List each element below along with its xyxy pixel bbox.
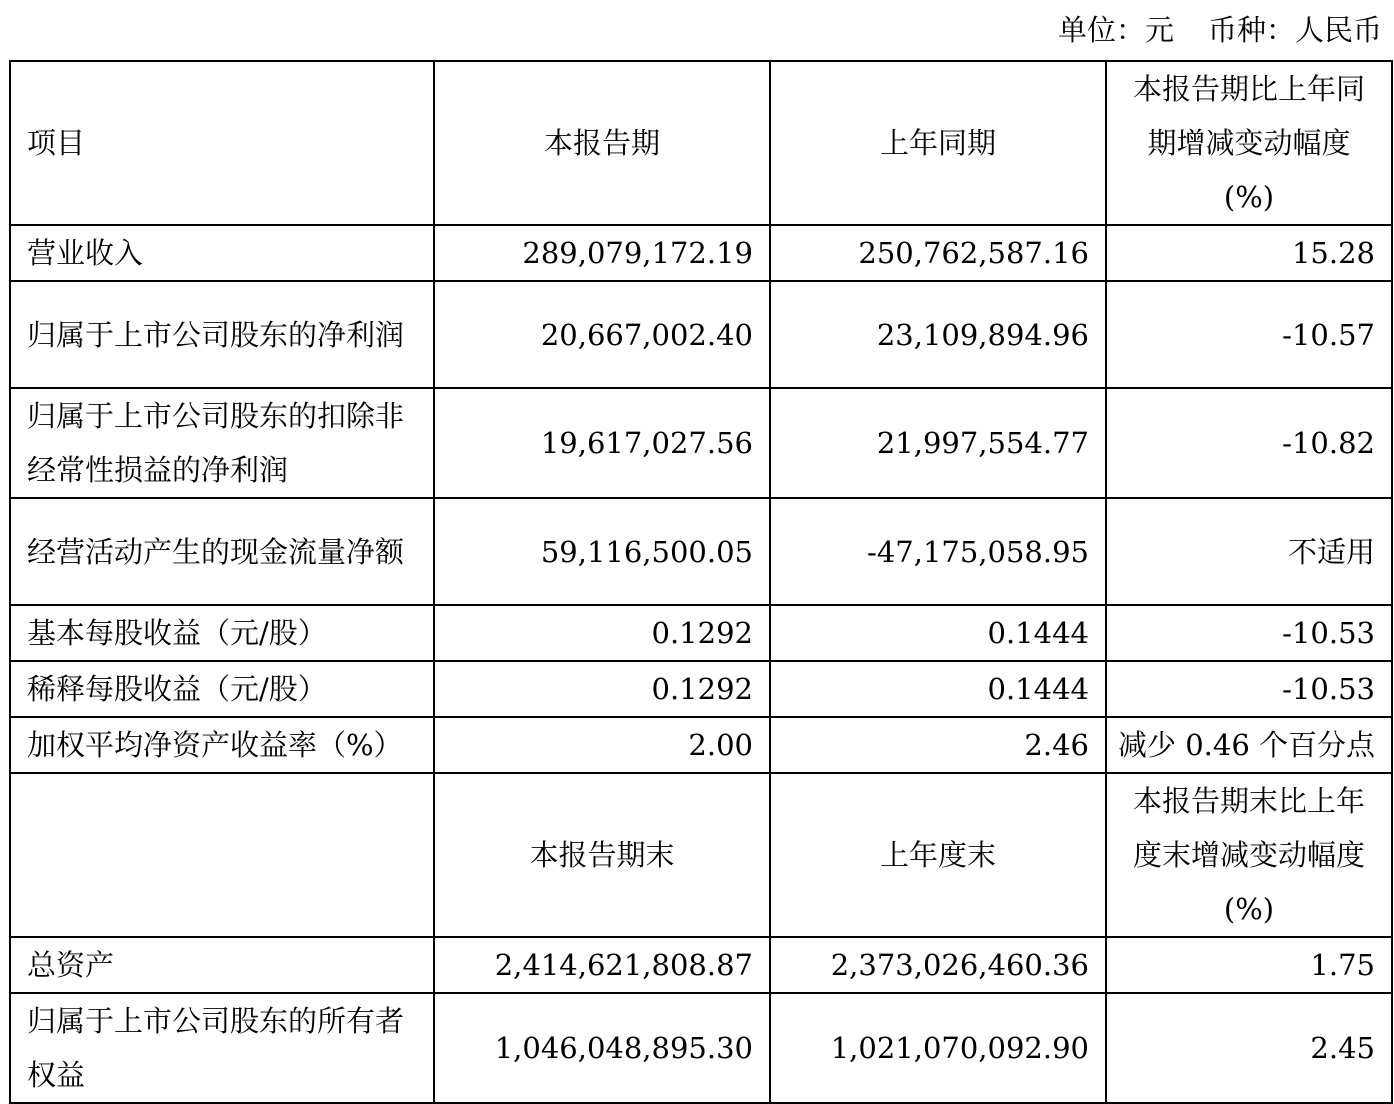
row-previous: -47,175,058.95 <box>770 498 1106 605</box>
header-change-percent: 本报告期比上年同 期增减变动幅度 (%) <box>1106 61 1392 225</box>
row-previous: 2.46 <box>770 717 1106 773</box>
subheader-change-percent: 本报告期末比上年 度末增减变动幅度 (%) <box>1106 773 1392 937</box>
row-item: 基本每股收益（元/股） <box>10 605 434 661</box>
row-change: -10.53 <box>1106 605 1392 661</box>
row-previous: 21,997,554.77 <box>770 388 1106 498</box>
row-previous: 1,021,070,092.90 <box>770 993 1106 1103</box>
table-row <box>10 225 1392 281</box>
row-item: 总资产 <box>10 937 434 993</box>
unit-label: 单位：元 <box>1057 12 1174 47</box>
row-change: -10.53 <box>1106 661 1392 717</box>
table-header-row <box>10 61 1392 225</box>
row-item: 归属于上市公司股东的扣除非经常性损益的净利润 <box>10 388 434 498</box>
row-previous: 23,109,894.96 <box>770 281 1106 388</box>
row-current: 0.1292 <box>434 661 770 717</box>
row-item: 归属于上市公司股东的净利润 <box>10 281 434 388</box>
subheader-item <box>10 773 434 937</box>
header-previous-period: 上年同期 <box>770 61 1106 225</box>
table-row <box>10 937 1392 993</box>
row-change: 不适用 <box>1106 498 1392 605</box>
row-current: 19,617,027.56 <box>434 388 770 498</box>
table-subheader-row <box>10 773 1392 937</box>
row-current: 59,116,500.05 <box>434 498 770 605</box>
row-current: 2,414,621,808.87 <box>434 937 770 993</box>
row-change: 2.45 <box>1106 993 1392 1103</box>
table-row <box>10 605 1392 661</box>
unit-currency-line <box>1058 0 1382 56</box>
row-item: 营业收入 <box>10 225 434 281</box>
subheader-previous-year-end: 上年度末 <box>770 773 1106 937</box>
table-row <box>10 498 1392 605</box>
row-change: -10.57 <box>1106 281 1392 388</box>
row-change: -10.82 <box>1106 388 1392 498</box>
row-current: 0.1292 <box>434 605 770 661</box>
row-previous: 0.1444 <box>770 661 1106 717</box>
row-current: 20,667,002.40 <box>434 281 770 388</box>
row-current: 2.00 <box>434 717 770 773</box>
row-item: 经营活动产生的现金流量净额 <box>10 498 434 605</box>
currency-label: 币种：人民币 <box>1207 12 1382 47</box>
row-change: 减少 0.46 个百分点 <box>1106 717 1392 773</box>
row-change: 15.28 <box>1106 225 1392 281</box>
financial-data-table <box>9 60 1393 1104</box>
row-previous: 250,762,587.16 <box>770 225 1106 281</box>
header-item: 项目 <box>10 61 434 225</box>
row-previous: 0.1444 <box>770 605 1106 661</box>
row-item: 归属于上市公司股东的所有者权益 <box>10 993 434 1103</box>
row-current: 289,079,172.19 <box>434 225 770 281</box>
subheader-period-end: 本报告期末 <box>434 773 770 937</box>
table-row <box>10 717 1392 773</box>
row-change: 1.75 <box>1106 937 1392 993</box>
table-row <box>10 281 1392 388</box>
table-row <box>10 993 1392 1103</box>
row-item: 稀释每股收益（元/股） <box>10 661 434 717</box>
row-previous: 2,373,026,460.36 <box>770 937 1106 993</box>
header-current-period: 本报告期 <box>434 61 770 225</box>
row-item: 加权平均净资产收益率（%） <box>10 717 434 773</box>
row-current: 1,046,048,895.30 <box>434 993 770 1103</box>
table-row <box>10 388 1392 498</box>
table-row <box>10 661 1392 717</box>
